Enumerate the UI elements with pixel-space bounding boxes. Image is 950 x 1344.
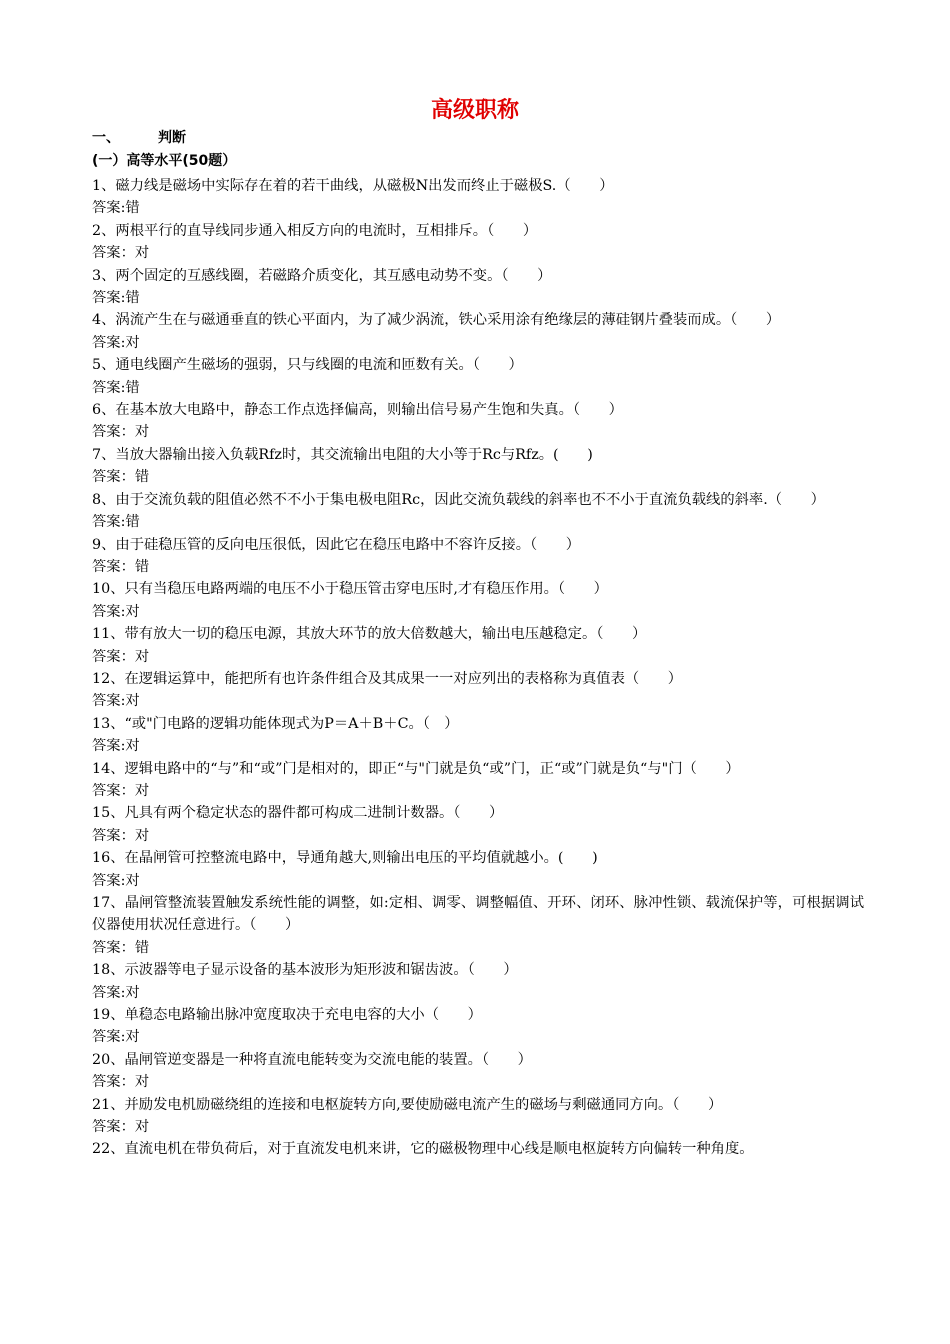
document-title: 高级职称 bbox=[430, 98, 519, 123]
answer-14: 答案：对 bbox=[92, 782, 150, 799]
question-8: 8、由于交流负载的阻值必然不不小于集电极电阻Rc，因此交流负载线的斜率也不不小于直流负载线的斜率.（ ） bbox=[92, 491, 825, 508]
answer-8: 答案:错 bbox=[92, 514, 140, 531]
question-16: 16、在晶闸管可控整流电路中，导通角越大,则输出电压的平均值就越小。( ) bbox=[92, 850, 598, 867]
question-10: 10、只有当稳压电路两端的电压不小于稳压管击穿电压时,才有稳压作用。（ ） bbox=[92, 581, 608, 598]
question-15: 15、凡具有两个稳定状态的器件都可构成二进制计数器。（ ） bbox=[92, 805, 504, 822]
answer-7: 答案：错 bbox=[92, 469, 150, 486]
answer-17: 答案：错 bbox=[92, 939, 150, 956]
answer-12: 答案:对 bbox=[92, 693, 140, 710]
question-6: 6、在基本放大电路中，静态工作点选择偏高，则输出信号易产生饱和失真。（ ） bbox=[92, 402, 623, 419]
question-7: 7、当放大器输出接入负载Rfz时，其交流输出电阻的大小等于Rc与Rfz。( ) bbox=[92, 446, 593, 463]
question-11: 11、带有放大一切的稳压电源，其放大环节的放大倍数越大，输出电压越稳定。（ ） bbox=[92, 626, 647, 643]
answer-3: 答案:错 bbox=[92, 290, 140, 307]
question-19: 19、单稳态电路输出脉冲宽度取决于充电电容的大小（ ） bbox=[92, 1007, 482, 1024]
question-2: 2、两根平行的直导线同步通入相反方向的电流时，互相排斥。（ ） bbox=[92, 222, 538, 239]
question-5: 5、通电线圈产生磁场的强弱，只与线圈的电流和匝数有关。（ ） bbox=[92, 357, 523, 374]
question-14: 14、逻辑电路中的“与”和“或”门是相对的，即正“与"门就是负“或”门，正“或”门就是负“与"门（ ） bbox=[92, 760, 740, 777]
answer-20: 答案：对 bbox=[92, 1074, 150, 1091]
answer-18: 答案:对 bbox=[92, 984, 140, 1001]
question-17: 17、晶闸管整流装置触发系统性能的调整，如:定相、调零、调整幅值、开环、闭环、脉冲性锁、载流保护等，可根据调试仪器使用状况任意进行。（ ） bbox=[92, 895, 864, 934]
question-13: 13、“或"门电路的逻辑功能体现式为P＝A＋B＋C。（ ） bbox=[92, 715, 459, 732]
section-heading bbox=[92, 128, 186, 148]
answer-11: 答案：对 bbox=[92, 648, 150, 665]
answer-5: 答案:错 bbox=[92, 379, 140, 396]
answer-1: 答案:错 bbox=[92, 200, 140, 217]
question-21: 21、并励发电机励磁绕组的连接和电枢旋转方向,要使励磁电流产生的磁场与剩磁通同方向。（ ） bbox=[92, 1096, 723, 1113]
question-3: 3、两个固定的互感线圈，若磁路介质变化，其互感电动势不变。（ ） bbox=[92, 267, 552, 284]
question-9: 9、由于硅稳压管的反向电压很低，因此它在稳压电路中不容许反接。（ ） bbox=[92, 536, 581, 553]
section-number: 一、 bbox=[92, 130, 120, 146]
answer-2: 答案：对 bbox=[92, 245, 150, 262]
subsection-heading: (一）高等水平(50题） bbox=[92, 153, 237, 169]
answer-9: 答案：错 bbox=[92, 558, 150, 575]
question-4: 4、涡流产生在与磁通垂直的铁心平面内，为了减少涡流，铁心采用涂有绝缘层的薄硅钢片叠装而成。（ ） bbox=[92, 312, 781, 329]
question-18: 18、示波器等电子显示设备的基本波形为矩形波和锯齿波。（ ） bbox=[92, 962, 518, 979]
answer-6: 答案：对 bbox=[92, 424, 150, 441]
answer-10: 答案:对 bbox=[92, 603, 140, 620]
answer-21: 答案：对 bbox=[92, 1119, 150, 1136]
answer-15: 答案：对 bbox=[92, 827, 150, 844]
section-label: 判断 bbox=[158, 130, 186, 146]
question-20: 20、晶闸管逆变器是一种将直流电能转变为交流电能的装置。（ ） bbox=[92, 1051, 532, 1068]
answer-19: 答案:对 bbox=[92, 1029, 140, 1046]
question-12: 12、在逻辑运算中，能把所有也许条件组合及其成果一一对应列出的表格称为真值表（ ） bbox=[92, 670, 683, 687]
question-22: 22、直流电机在带负荷后，对于直流发电机来讲，它的磁极物理中心线是顺电枢旋转方向偏转一种角度。 bbox=[92, 1141, 754, 1158]
answer-4: 答案:对 bbox=[92, 334, 140, 351]
answer-16: 答案:对 bbox=[92, 872, 140, 889]
question-list bbox=[92, 175, 864, 1161]
question-1: 1、磁力线是磁场中实际存在着的若干曲线，从磁极N出发而终止于磁极S.（ ） bbox=[92, 178, 614, 194]
answer-13: 答案:对 bbox=[92, 738, 140, 755]
